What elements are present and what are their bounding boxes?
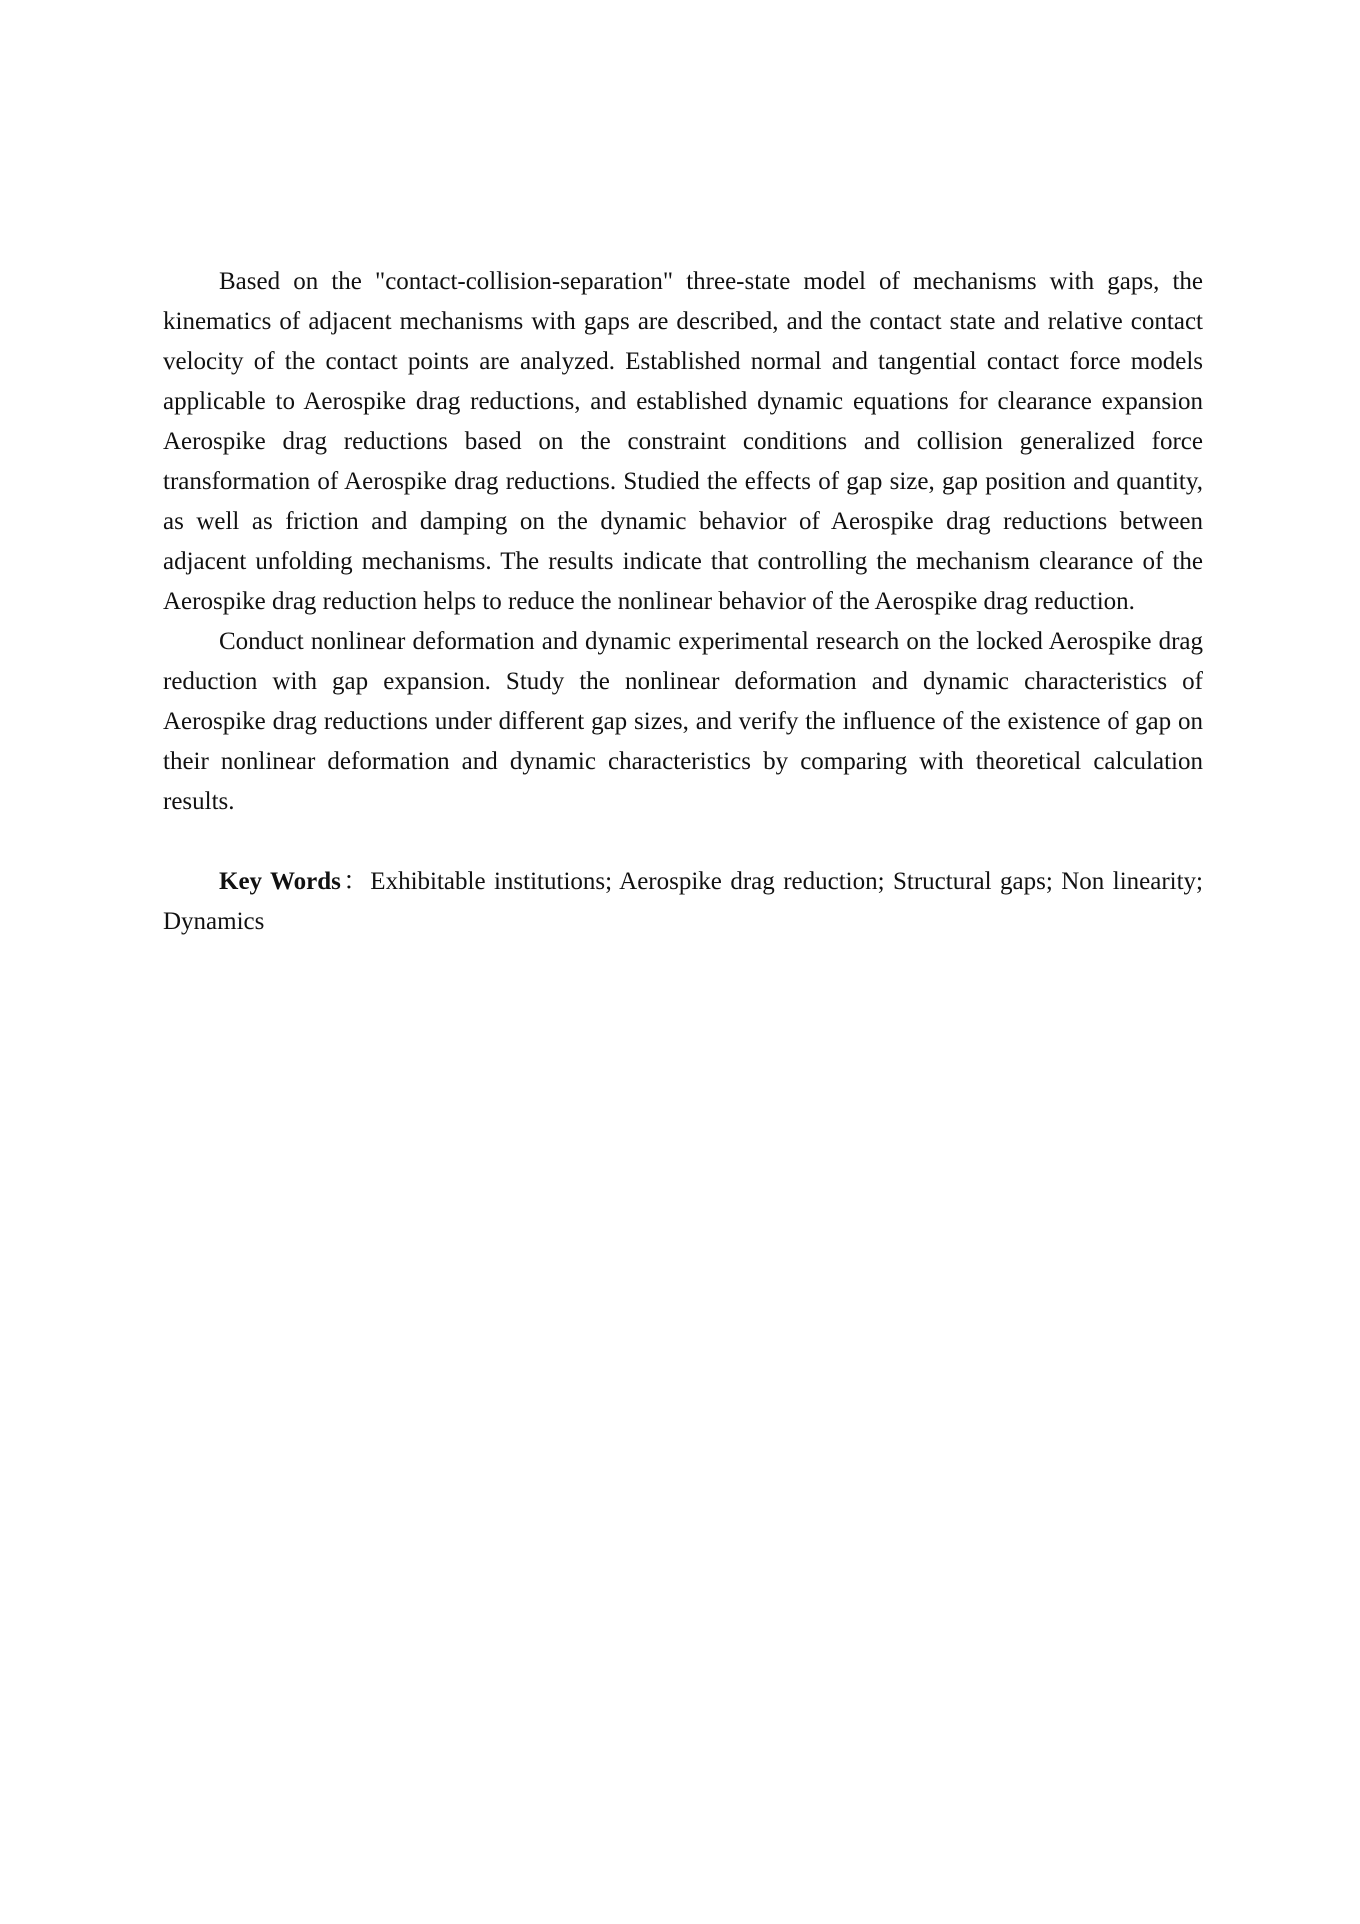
keywords-text: Exhibitable institutions; Aerospike drag reduction; Structural gaps; Non linearity; Dynamics	[163, 868, 1203, 935]
abstract-paragraph-1: Based on the "contact-collision-separation" three-state model of mechanisms with gaps, the kinematics of adjacent mechanisms with gaps are described, and the contact state and relative contact velocity of the contact points are analyzed. Established normal and tangential contact force models applicable to Aerospike drag reductions, and established dynamic equations for clearance expansion Aerospike drag reductions based on the constraint conditions and collision generalized force transformation of Aerospike drag reductions. Studied the effects of gap size, gap position and quantity, as well as friction and damping on the dynamic behavior of Aerospike drag reductions between adjacent unfolding mechanisms. The results indicate that controlling the mechanism clearance of the Aerospike drag reduction helps to reduce the nonlinear behavior of the Aerospike drag reduction.	[163, 268, 1203, 615]
abstract-body	[163, 262, 1203, 942]
keywords-label: Key Words	[219, 868, 341, 895]
keywords-line	[163, 862, 1203, 942]
abstract-paragraph-2: Conduct nonlinear deformation and dynamic experimental research on the locked Aerospike drag reduction with gap expansion. Study the nonlinear deformation and dynamic characteristics of Aerospike drag reductions under different gap sizes, and verify the influence of the existence of gap on their nonlinear deformation and dynamic characteristics by comparing with theoretical calculation results.	[163, 628, 1203, 815]
keywords-separator: ：	[340, 868, 371, 895]
